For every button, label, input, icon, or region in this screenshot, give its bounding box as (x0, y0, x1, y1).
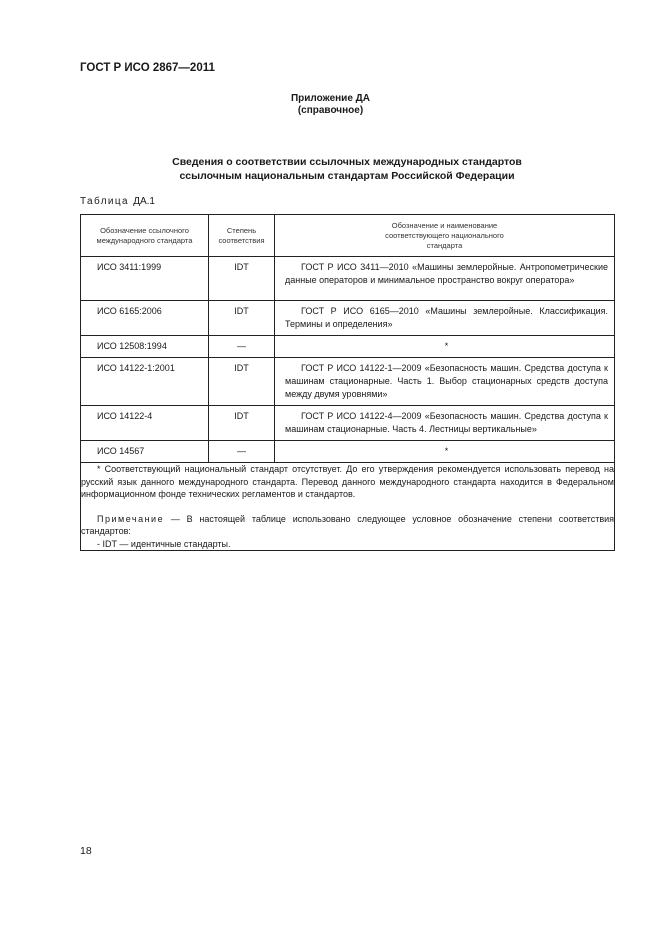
document-code: ГОСТ Р ИСО 2867—2011 (80, 62, 215, 74)
cell-degree: IDT (209, 406, 275, 441)
cell-intl: ИСО 6165:2006 (81, 301, 209, 336)
cell-national: * (275, 336, 615, 358)
section-heading-line-1: Сведения о соответствии ссылочных международных стандартов (172, 156, 522, 168)
cell-national: ГОСТ Р ИСО 6165—2010 «Машины землеройные. Классификация. Термины и определения» (275, 301, 615, 336)
cell-intl: ИСО 12508:1994 (81, 336, 209, 358)
cell-national: * (275, 441, 615, 463)
table-row (81, 336, 615, 358)
correspondence-table (80, 214, 615, 551)
table-row (81, 441, 615, 463)
page-number: 18 (80, 845, 92, 857)
table-label-number: ДА.1 (133, 196, 155, 207)
cell-degree: IDT (209, 257, 275, 301)
note-text: — В настоящей таблице использовано следующее условное обозначение степени соответствия стандартов: (81, 513, 614, 536)
table-row (81, 358, 615, 406)
cell-national: ГОСТ Р ИСО 14122-4—2009 «Безопасность машин. Средства доступа к машинам стационарные. Часть 4. Лестницы вертикальные» (275, 406, 615, 441)
table-notes (81, 463, 615, 551)
cell-degree: IDT (209, 301, 275, 336)
table-row (81, 406, 615, 441)
cell-degree: — (209, 336, 275, 358)
header-intl-standard: Обозначение ссылочного международного стандарта (81, 215, 209, 257)
header-degree: Степень соответствия (209, 215, 275, 257)
cell-intl: ИСО 14122-1:2001 (81, 358, 209, 406)
cell-national: ГОСТ Р ИСО 3411—2010 «Машины землеройные. Антропометрические данные операторов и минимальное пространство вокруг оператора» (275, 257, 615, 301)
appendix-subtitle: (справочное) (297, 105, 364, 116)
note-item: - IDT — идентичные стандарты. (97, 538, 231, 549)
section-heading-line-2: ссылочным национальным стандартам Российской Федерации (179, 170, 515, 182)
header-national-standard: Обозначение и наименование соответствующего национального стандарта (275, 215, 615, 257)
cell-intl: ИСО 14567 (81, 441, 209, 463)
table-label (80, 196, 155, 207)
cell-intl: ИСО 3411:1999 (81, 257, 209, 301)
cell-degree: IDT (209, 358, 275, 406)
cell-intl: ИСО 14122-4 (81, 406, 209, 441)
appendix-title: Приложение ДА (290, 93, 371, 104)
table-note (81, 513, 614, 538)
table-row (81, 257, 615, 301)
table-footnote: * Соответствующий национальный стандарт отсутствует. До его утверждения рекомендуется использовать перевод на русский язык данного международного стандарта. Перевод данного международного стандарта находится в Федеральном информационном фонде технических регламентов и стандартов. (81, 464, 614, 499)
cell-degree: — (209, 441, 275, 463)
note-label: Примечание (97, 513, 165, 524)
table-label-prefix: Таблица (80, 196, 130, 207)
table-notes-row (81, 463, 615, 551)
table-row (81, 301, 615, 336)
table-header-row (81, 215, 615, 257)
cell-national: ГОСТ Р ИСО 14122-1—2009 «Безопасность машин. Средства доступа к машинам стационарные. Часть 1. Выбор стационарных средств доступа между двумя уровнями» (275, 358, 615, 406)
